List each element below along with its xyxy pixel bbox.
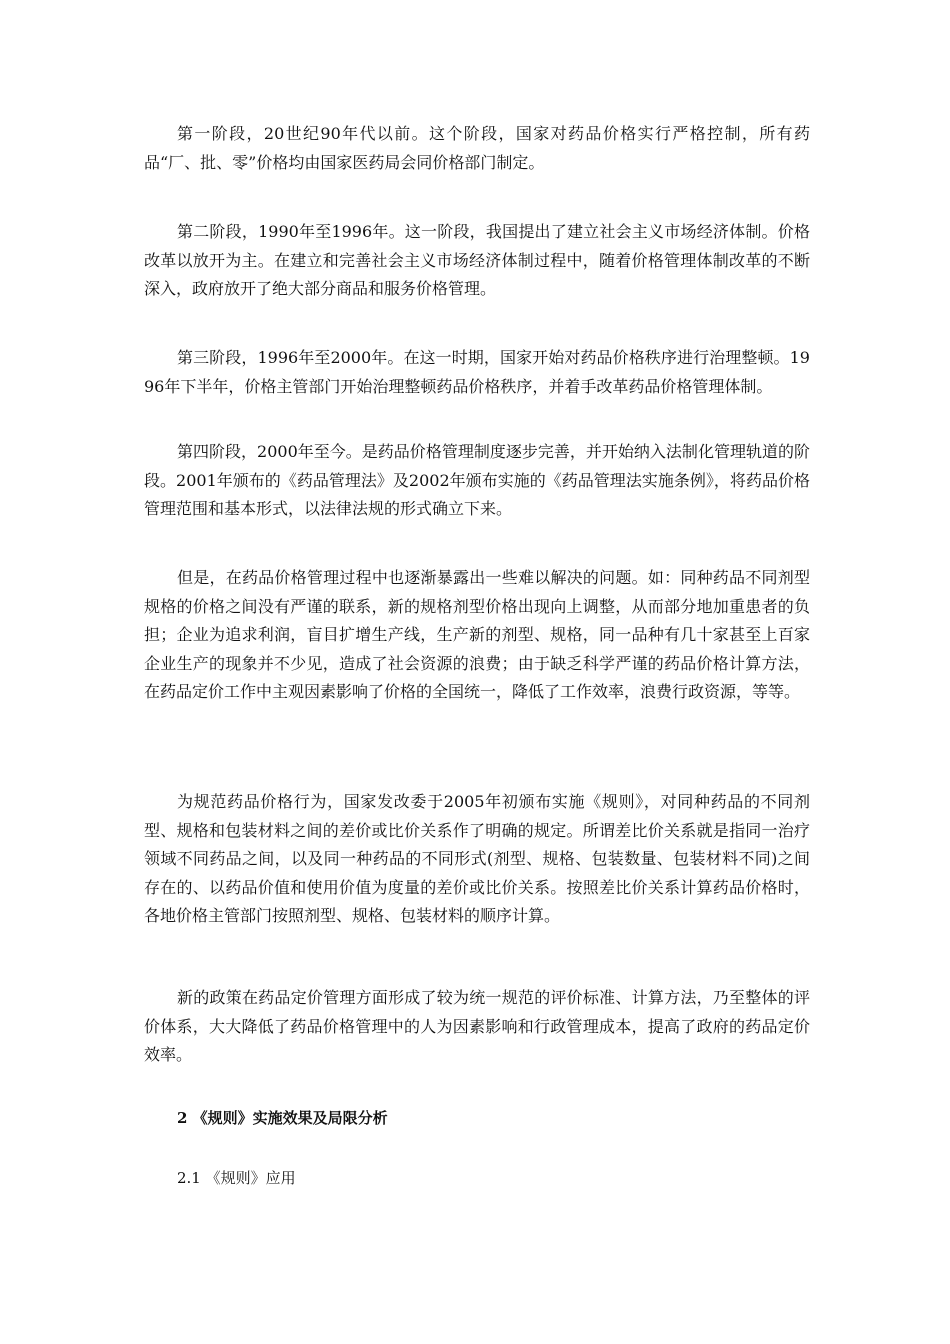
paragraph-stage-two: 第二阶段，1990年至1996年。这一阶段，我国提出了建立社会主义市场经济体制。价格改革以放开为主。在建立和完善社会主义市场经济体制过程中，随着价格管理体制改革的不断深入，政府放开了绝大部分商品和服务价格管理。 xyxy=(144,222,810,298)
paragraph-problems: 但是，在药品价格管理过程中也逐渐暴露出一些难以解决的问题。如：同种药品不同剂型规格的价格之间没有严谨的联系，新的规格剂型价格出现向上调整，从而部分地加重患者的负担；企业为追求利润，盲目扩增生产线，生产新的剂型、规格，同一品种有几十家甚至上百家企业生产的现象并不少见，造成了社会资源的浪费；由于缺乏科学严谨的药品价格计算方法，在药品定价工作中主观因素影响了价格的全国统一，降低了工作效率，浪费行政资源，等等。 xyxy=(144,568,810,701)
subsection-heading: 2.1 《规则》应用 xyxy=(177,1169,296,1187)
paragraph-rules-introduction: 为规范药品价格行为，国家发改委于2005年初颁布实施《规则》，对同种药品的不同剂型、规格和包装材料之间的差价或比价关系作了明确的规定。所谓差比价关系就是指同一治疗领域不同药品之间，以及同一种药品的不同形式(剂型、规格、包装数量、包装材料不同)之间存在的、以药品价值和使用价值为度量的差价或比价关系。按照差比价关系计算药品价格时，各地价格主管部门按照剂型、规格、包装材料的顺序计算。 xyxy=(144,792,810,925)
paragraph-stage-four: 第四阶段，2000年至今。是药品价格管理制度逐步完善，并开始纳入法制化管理轨道的阶段。2001年颁布的《药品管理法》及2002年颁布实施的《药品管理法实施条例》，将药品价格管理范围和基本形式，以法律法规的形式确立下来。 xyxy=(144,442,810,518)
section-heading: 2 《规则》实施效果及局限分析 xyxy=(177,1109,388,1127)
paragraph-stage-one: 第一阶段，20世纪90年代以前。这个阶段，国家对药品价格实行严格控制，所有药品“厂、批、零”价格均由国家医药局会同价格部门制定。 xyxy=(144,124,810,172)
paragraph-new-policy: 新的政策在药品定价管理方面形成了较为统一规范的评价标准、计算方法，乃至整体的评价体系，大大降低了药品价格管理中的人为因素影响和行政管理成本，提高了政府的药品定价效率。 xyxy=(144,988,810,1064)
paragraph-stage-three: 第三阶段，1996年至2000年。在这一时期，国家开始对药品价格秩序进行治理整顿。1996年下半年，价格主管部门开始治理整顿药品价格秩序，并着手改革药品价格管理体制。 xyxy=(144,348,810,396)
